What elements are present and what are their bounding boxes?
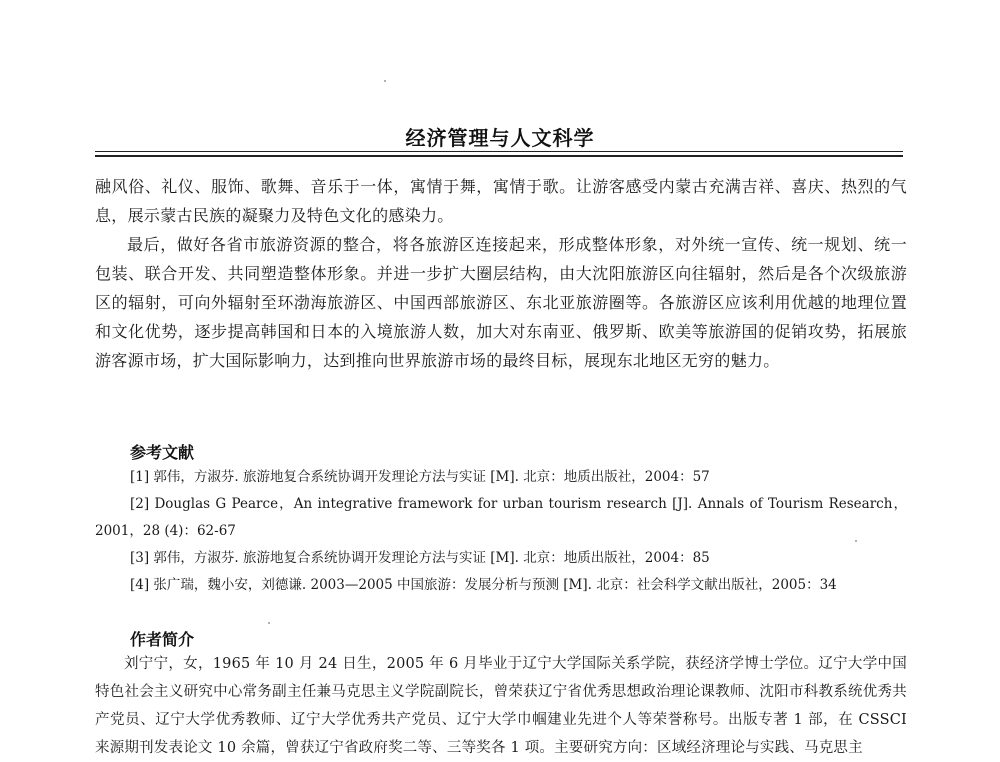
author-heading: 作者简介 — [130, 630, 195, 649]
body-text — [95, 172, 907, 375]
references-heading: 参考文献 — [130, 443, 195, 462]
scan-speck — [855, 540, 857, 542]
reference-item-3: [3] 郭伟，方淑芬. 旅游地复合系统协调开发理论方法与实证 [M]. 北京：地质出版社，2004：85 — [130, 550, 710, 566]
author-bio — [95, 650, 907, 762]
scan-speck — [384, 80, 386, 82]
author-bio-text: 刘宁宁，女，1965 年 10 月 24 日生，2005 年 6 月毕业于辽宁大学国际关系学院，获经济学博士学位。辽宁大学中国特色社会主义研究中心常务副主任兼马克思主义学院副院长，曾荣获辽宁省优秀思想政治理论课教师、沈阳市科教系统优秀共产党员、辽宁大学优秀教师、辽宁大学优秀共产党员、辽宁大学巾帼建业先进个人等荣誉称号。出版专著 1 部，在 CSSCI 来源期刊发表论文 10 余篇，曾获辽宁省政府奖二等、三等奖各 1 项。主要研究方向：区域经济理论与实践、马克思主 — [95, 656, 907, 756]
header-rule-thin — [95, 151, 903, 152]
body-paragraph-1: 融风俗、礼仪、服饰、歌舞、音乐于一体，寓情于舞，寓情于歌。让游客感受内蒙古充满吉祥、喜庆、热烈的气息，展示蒙古民族的凝聚力及特色文化的感染力。 — [95, 177, 907, 225]
references-list — [95, 464, 907, 599]
reference-item-4: [4] 张广瑞，魏小安，刘德谦. 2003—2005 中国旅游：发展分析与预测 [M]. 北京：社会科学文献出版社，2005：34 — [130, 577, 837, 593]
running-header-title: 经济管理与人文科学 — [405, 126, 595, 150]
reference-item-1: [1] 郭伟，方淑芬. 旅游地复合系统协调开发理论方法与实证 [M]. 北京：地质出版社，2004：57 — [130, 469, 710, 485]
header-rule-thick — [95, 155, 903, 157]
body-paragraph-2: 最后，做好各省市旅游资源的整合，将各旅游区连接起来，形成整体形象，对外统一宣传、统一规划、统一包装、联合开发、共同塑造整体形象。并进一步扩大圈层结构，由大沈阳旅游区向往辐射，然后是各个次级旅游区的辐射，可向外辐射至环渤海旅游区、中国西部旅游区、东北亚旅游圈等。各旅游区应该利用优越的地理位置和文化优势，逐步提高韩国和日本的入境旅游人数，加大对东南亚、俄罗斯、欧美等旅游国的促销攻势，拓展旅游客源市场，扩大国际影响力，达到推向世界旅游市场的最终目标，展现东北地区无穷的魅力。 — [95, 235, 907, 370]
scan-speck — [268, 622, 270, 624]
reference-item-2: [2] Douglas G Pearce，An integrative framework for urban tourism research [J]. Annals of Tourism Research，2001，28 (4)：62-67 — [95, 496, 907, 539]
